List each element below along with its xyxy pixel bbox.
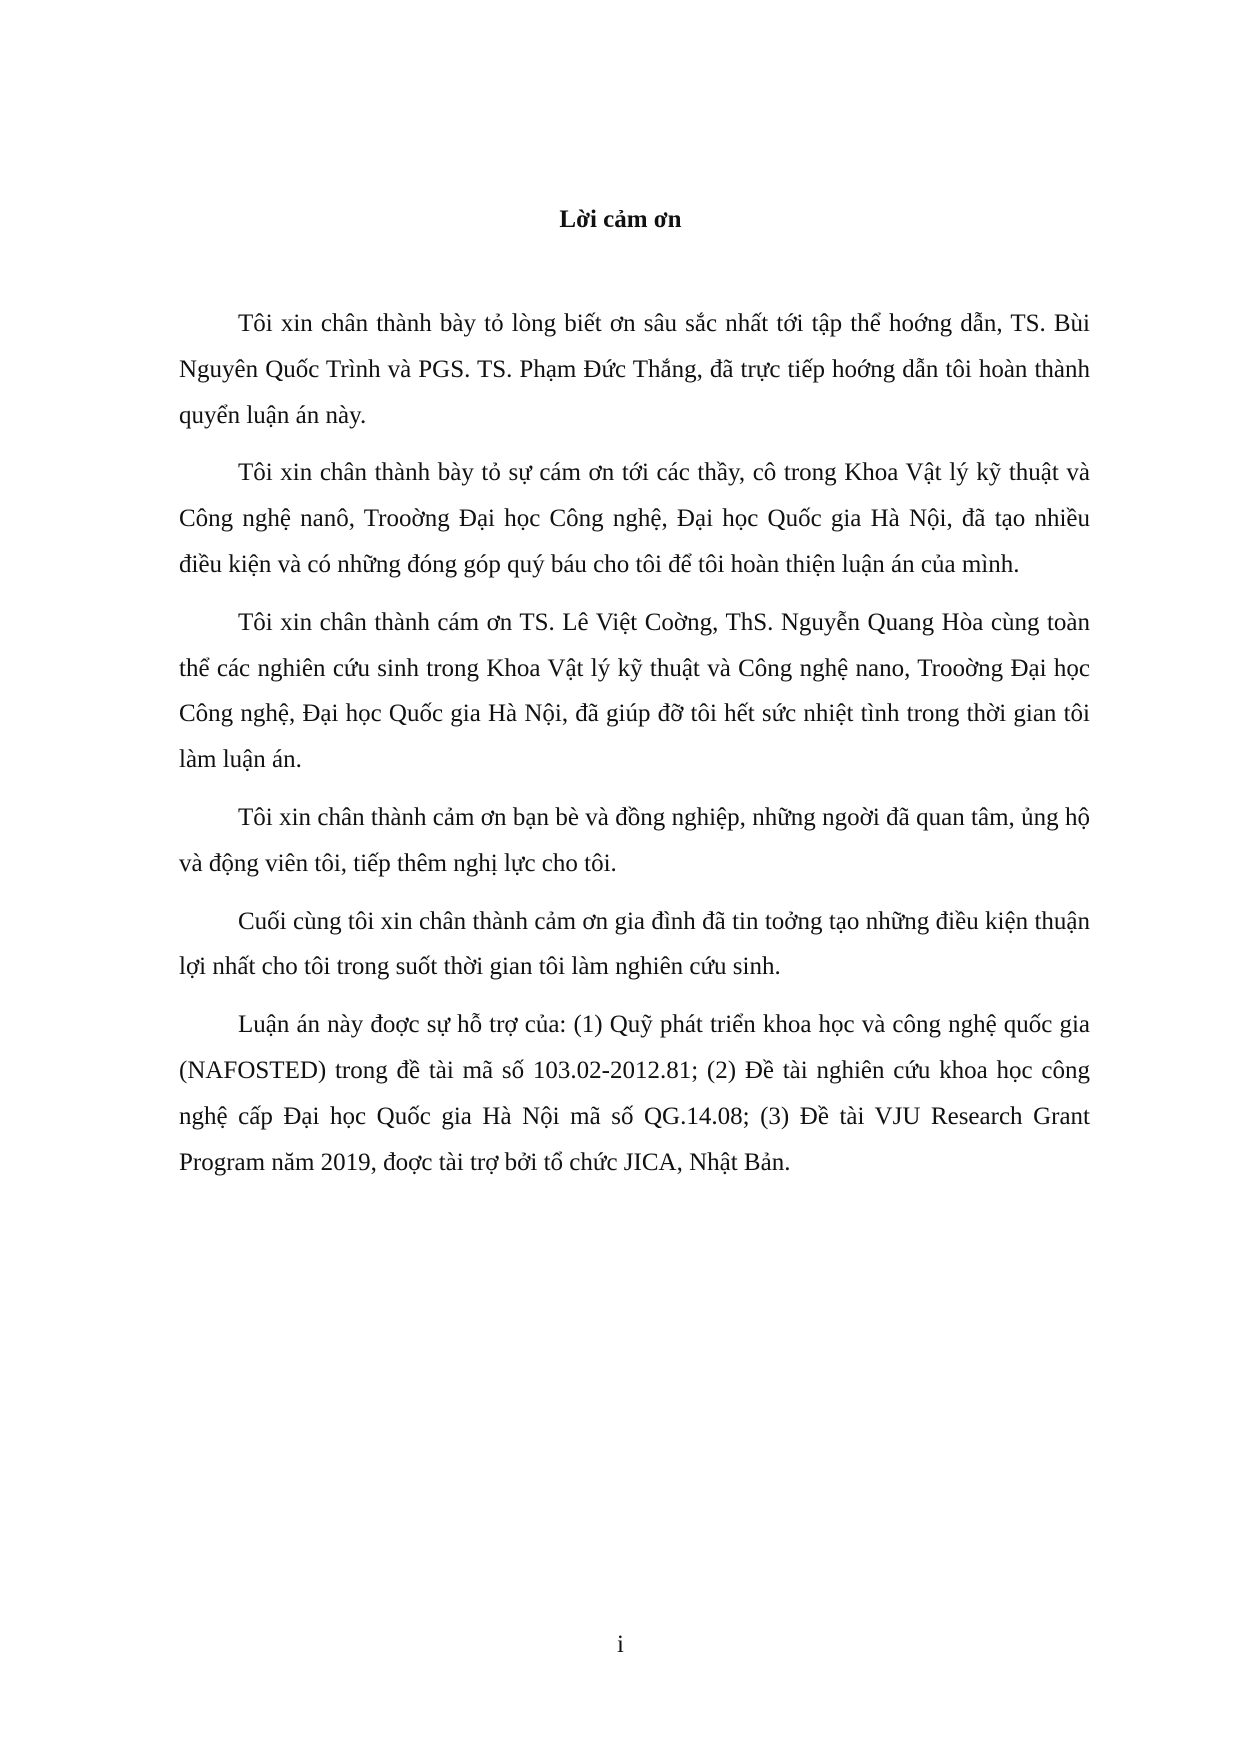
acknowledgement-body [179,301,1090,1197]
paragraph-family: Cuối cùng tôi xin chân thành cảm ơn gia đình đã tin toởng tạo những điều kiện thuận lợi nhất cho tôi trong suốt thời gian tôi làm nghiên cứu sinh. [179,907,1090,981]
page-title: Lời cảm ơn [559,206,682,233]
paragraph-funding: Luận án này đoợc sự hỗ trợ của: (1) Quỹ phát triển khoa học và công nghệ quốc gia (NAFOSTED) trong đề tài mã số 103.02-2012.81; (2) Đề tài nghiên cứu khoa học công nghệ cấp Đại học Quốc gia Hà Nội mã số QG.14.08; (3) Đề tài VJU Research Grant Program năm 2019, đoợc tài trợ bởi tổ chức JICA, Nhật Bản. [179,1011,1090,1176]
paragraph-faculty: Tôi xin chân thành bày tỏ sự cám ơn tới các thầy, cô trong Khoa Vật lý kỹ thuật và Công nghệ nanô, Trooờng Đại học Công nghệ, Đại học Quốc gia Hà Nội, đã tạo nhiều điều kiện và có những đóng góp quý báu cho tôi để tôi hoàn thiện luận án của mình. [179,459,1090,578]
page-number: i [617,1631,624,1658]
paragraph-advisors: Tôi xin chân thành bày tỏ lòng biết ơn sâu sắc nhất tới tập thể hoớng dẫn, TS. Bùi Nguyên Quốc Trình và PGS. TS. Phạm Đức Thắng, đã trực tiếp hoớng dẫn tôi hoàn thành quyển luận án này. [179,310,1090,429]
paragraph-colleagues: Tôi xin chân thành cám ơn TS. Lê Việt Coờng, ThS. Nguyễn Quang Hòa cùng toàn thể các nghiên cứu sinh trong Khoa Vật lý kỹ thuật và Công nghệ nano, Trooờng Đại học Công nghệ, Đại học Quốc gia Hà Nội, đã giúp đỡ tôi hết sức nhiệt tình trong thời gian tôi làm luận án. [179,608,1090,774]
paragraph-friends: Tôi xin chân thành cảm ơn bạn bè và đồng nghiệp, những ngoời đã quan tâm, ủng hộ và động viên tôi, tiếp thêm nghị lực cho tôi. [179,803,1090,877]
